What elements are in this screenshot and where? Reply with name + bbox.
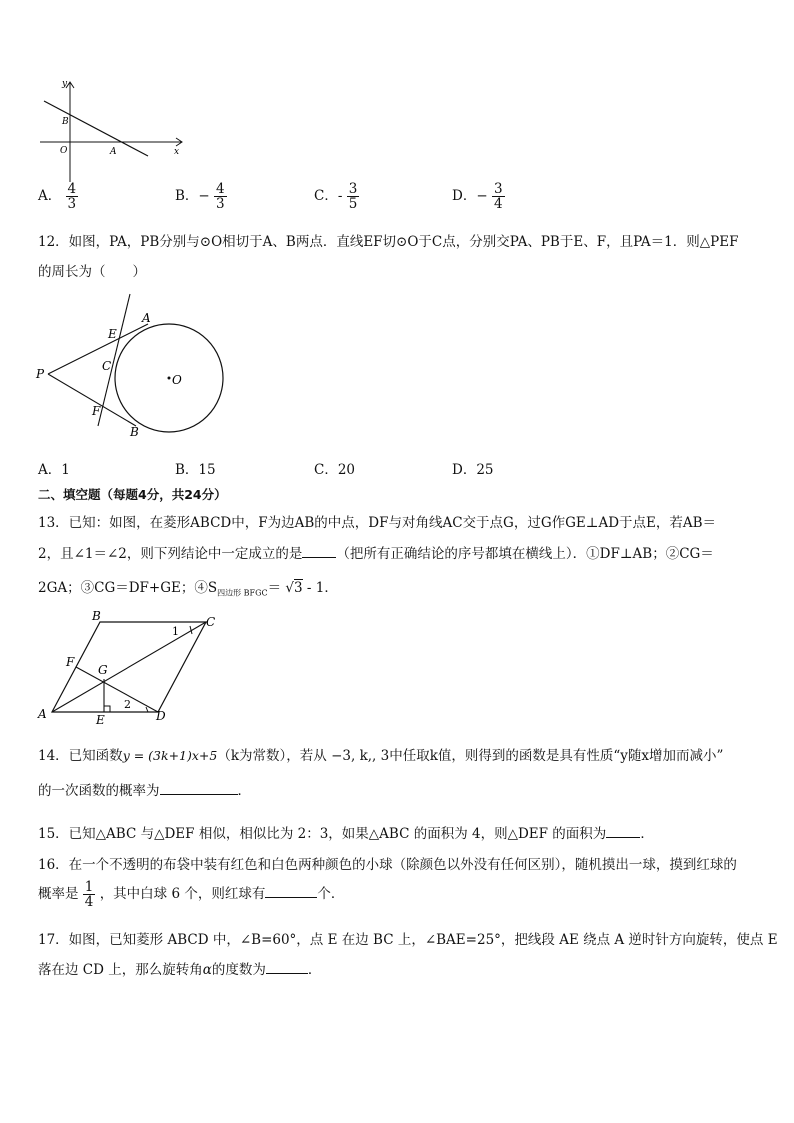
label-c: C (102, 359, 112, 373)
q12-text-line2: 的周长为（ ） (38, 264, 146, 280)
fraction: $\frac{4}{3}$ (67, 181, 77, 213)
q17-text-line2: 落在边 CD 上，那么旋转角α的度数为 ． (38, 962, 322, 978)
fraction: $\frac{1}{4}$ (84, 879, 94, 911)
label-e: E (108, 327, 117, 341)
label-p: P (36, 367, 45, 381)
q16-text-line1: 16．在一个不透明的布袋中装有红色和白色两种颜色的小球（除颜色以外没有任何区别），随机摸出一球，摸到红球的 (38, 857, 737, 873)
angle-1-label: 1 (172, 625, 179, 638)
origin-label: O (60, 146, 68, 156)
answer-blank[interactable] (606, 837, 640, 838)
answer-blank[interactable] (266, 973, 308, 974)
q11-option-a: A． $\frac{4}{3}$ (38, 181, 77, 213)
q13-text-line1: 13．已知：如图，在菱形ABCD中，F为边AB的中点，DF与对角线AC交于点G，过G作GE⊥AD于点E，若AB＝ (38, 515, 717, 531)
q13-figure (34, 608, 224, 728)
label-a: A (142, 311, 151, 325)
label-e: E (96, 713, 105, 727)
q12-option-a: A．1 (38, 462, 70, 478)
answer-blank[interactable] (302, 557, 336, 558)
label-o: O (172, 373, 182, 387)
point-b-label: B (62, 117, 69, 127)
fraction: $\frac{3}{4}$ (493, 181, 503, 213)
q11-figure (36, 76, 186, 186)
function-formula: y = (3k+1)x+5 (122, 748, 218, 763)
q12-figure (32, 288, 232, 448)
label-b: B (130, 425, 139, 439)
angle-2-label: 2 (124, 698, 131, 711)
x-axis-label: x (174, 147, 180, 157)
q12-option-d: D．25 (452, 462, 494, 478)
q15-text: 15．已知△ABC 与△DEF 相似，相似比为 2：3，如果△ABC 的面积为 4，则△DEF 的面积为 ． (38, 826, 654, 842)
fraction: $\frac{4}{3}$ (216, 181, 225, 213)
q16-text-line2: 概率是 $\frac{1}{4}$ ，其中白球 6 个，则红球有 个． (38, 879, 345, 911)
label-b: B (92, 609, 101, 623)
answer-blank[interactable] (265, 897, 317, 898)
q11-option-c: C．- $\frac{3}{5}$ (314, 181, 358, 213)
y-axis-label: y (62, 79, 68, 89)
q11-option-b: B．− $\frac{4}{3}$ (175, 181, 225, 213)
q12-option-c: C．20 (314, 462, 356, 478)
section-heading: 二、填空题（每题4分，共24分） (38, 487, 227, 502)
point-a-label: A (110, 147, 117, 157)
sqrt-symbol: √3 (285, 580, 303, 596)
answer-blank[interactable] (160, 794, 238, 795)
label-g: G (98, 663, 108, 677)
q11-option-d: D．− $\frac{3}{4}$ (452, 181, 503, 213)
q12-text-line1: 12．如图，PA，PB分别与⊙O相切于A、B两点．直线EF切⊙O于C点，分别交PA、PB于E、F，且PA＝1．则△PEF (38, 234, 739, 250)
label-f: F (66, 655, 75, 669)
label-c: C (206, 615, 216, 629)
label-a: A (38, 707, 47, 721)
fraction: $\frac{3}{5}$ (348, 181, 358, 213)
label-f: F (92, 404, 101, 418)
label-d: D (156, 709, 166, 723)
q14-text-line2: 的一次函数的概率为 ． (38, 783, 251, 799)
q17-text-line1: 17．如图，已知菱形 ABCD 中，∠B=60°，点 E 在边 BC 上，∠BAE=25°，把线段 AE 绕点 A 逆时针方向旋转，使点 E (38, 932, 778, 948)
q13-text-line3: 2GA；③CG＝DF+GE；$④S_{四边形 BFGC}= √3 - 1$． (38, 580, 338, 598)
q14-text-line1: 14．已知函数y = (3k+1)x+5（k为常数），若从 −3, k,, 3中任取k值，则得到的函数是具有性质“y随x增加而减小” (38, 748, 724, 764)
q12-option-b: B．15 (175, 462, 216, 478)
q13-text-line2: 2，且∠1＝∠2，则下列结论中一定成立的是 （把所有正确结论的序号都填在横线上）．①DF⊥AB；②CG＝ (38, 546, 714, 562)
